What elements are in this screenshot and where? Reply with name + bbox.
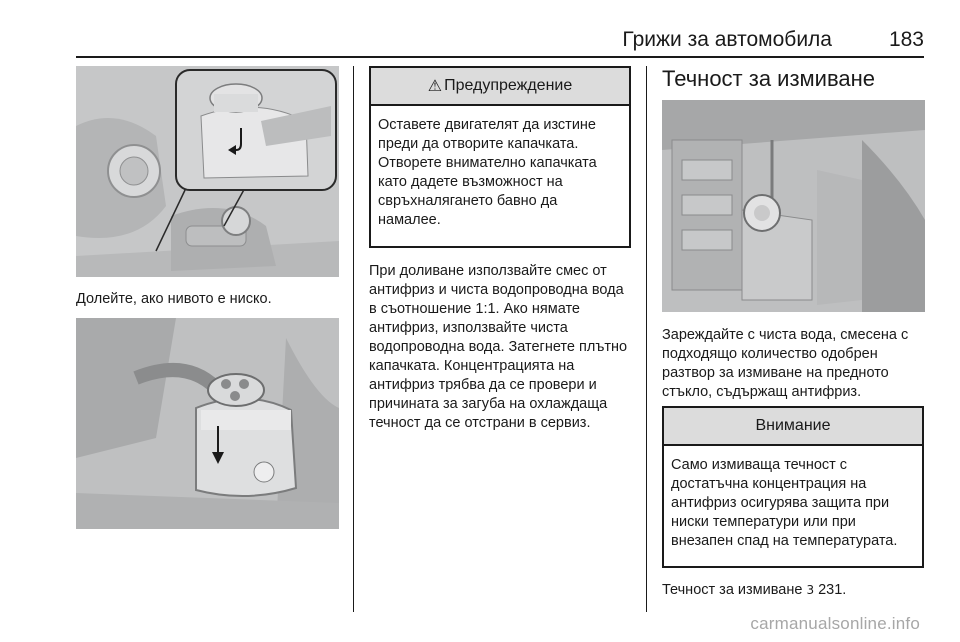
reference-text: Течност за измиване: [662, 582, 803, 598]
section-title: Течност за измиване: [662, 66, 876, 91]
column-divider-left: [353, 66, 354, 612]
reference-line: [662, 581, 924, 600]
reference-page-link[interactable]: 231.: [818, 582, 847, 598]
warning-title: Предупреждение: [444, 77, 573, 94]
coolant-reservoir-photo: [76, 66, 339, 277]
header-rule: [76, 56, 924, 58]
washer-paragraph: Зареждайте с чиста вода, смесена с подходящо количество одобрен разтвор за измиване на предното стъкло, съдържащ антифриз.: [662, 327, 909, 400]
page-number: 183: [888, 28, 924, 51]
notice-box: [662, 406, 924, 568]
photo-caption: Долейте, ако нивото е ниско.: [76, 291, 272, 307]
warning-triangle-icon: ⚠: [427, 78, 443, 95]
washer-fluid-photo: [662, 100, 925, 312]
page-title: Грижи за автомобила: [622, 28, 832, 51]
reference-arrow-icon: 3: [806, 583, 815, 597]
warning-box: [369, 66, 631, 248]
coolant-paragraph: При доливане използвайте смес от антифриз и чиста водопроводна вода в съотношение 1:1. Ако нямате антифриз, използвайте чиста водопроводна вода. Затегнете плътно капачката. Концентрацията на антифриз трябва да се провери и причината за загуба на охлаждаща течност да се отстрани в сервиз.: [369, 263, 628, 431]
page-header: [76, 28, 924, 50]
notice-text: Само измиваща течност с достатъчна концентрация на антифриз осигурява защита при ниски температури или при внезапен спад на температурата.: [671, 457, 898, 549]
coolant-reservoir-closeup-photo: [76, 318, 339, 529]
warning-box-header: [371, 68, 629, 106]
warning-text: Оставете двигателят да изстине преди да отворите капачката. Отворете внимателно капачката като дадете възможност на свръхналягането бавно да намалее.: [378, 117, 597, 228]
watermark: carmanualsonline.info: [750, 614, 920, 633]
column-divider-right: [646, 66, 647, 612]
notice-box-header: [664, 408, 922, 446]
notice-title: Внимание: [755, 417, 831, 434]
